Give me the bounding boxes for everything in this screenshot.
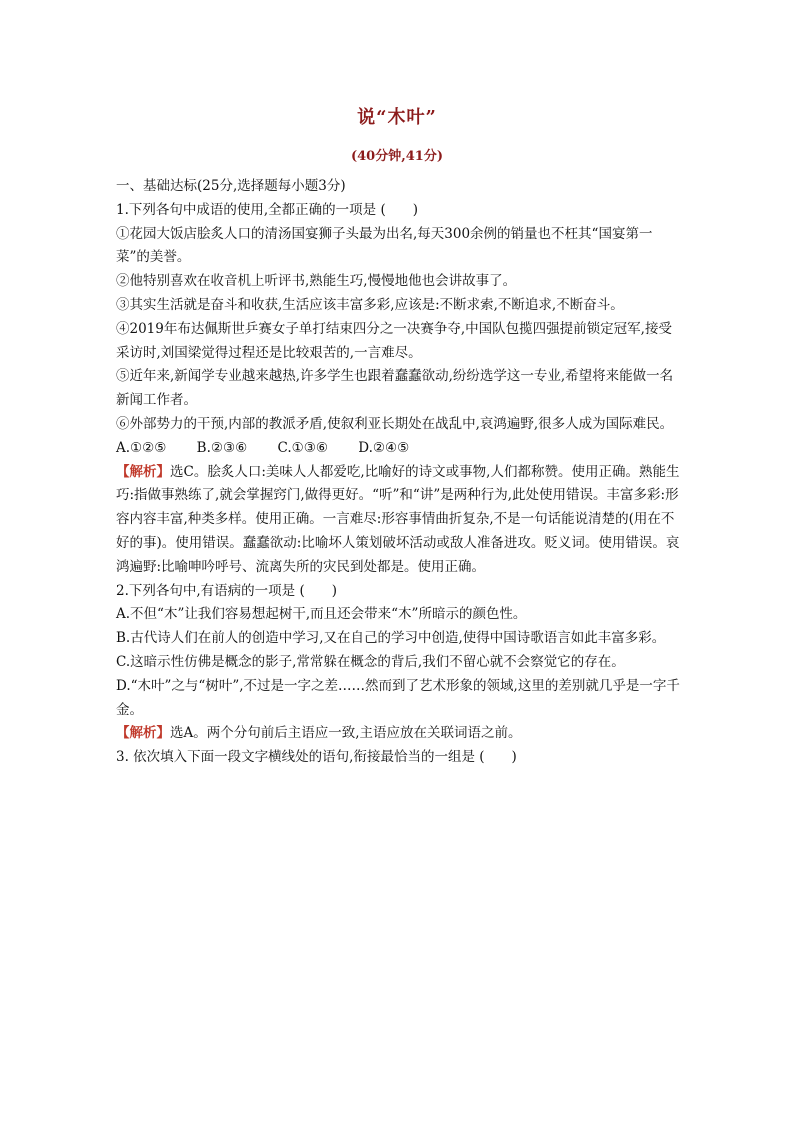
question-2-option: A.不但“木”让我们容易想起树干,而且还会带来“木”所暗示的颜色性。 [116,606,527,623]
question-2-option: D.“木叶”之与“树叶”,不过是一字之差……然而到了艺术形象的领域,这里的差别就几乎是一字千金。 [116,677,680,718]
question-1-stem: 1.下列各句中成语的使用,全都正确的一项是 ( ) [116,201,418,218]
option-a: A.①②⑤ [116,439,167,456]
question-3-stem: 3. 依次填入下面一段文字横线处的语句,衔接最恰当的一组是 ( ) [116,749,517,766]
analysis-tag: 【解析】 [116,463,170,480]
option-b: B.②③⑥ [196,439,248,456]
question-2-stem: 2.下列各句中,有语病的一项是 ( ) [116,582,337,599]
analysis-text: 选C。脍炙人口:美味人人都爱吃,比喻好的诗文或事物,人们都称赞。使用正确。熟能生巧:指做事熟练了,就会掌握窍门,做得更好。“听”和“讲”是两种行为,此处使用错误。丰富多彩:形容内容丰富,种类多样。使用正确。一言难尽:形容事情曲折复杂,不是一句话能说清楚的(用在不好的事)。使用错误。蠢蠢欲动:比喻坏人策划破坏活动或敌人准备进攻。贬义词。使用错误。哀鸿遍野:比喻呻吟呼号、流离失所的灾民到处都是。使用正确。 [116,463,680,575]
option-d: D.②④⑤ [358,439,410,456]
question-1-item: ⑥外部势力的干预,内部的教派矛盾,使叙利亚长期处在战乱中,哀鸿遍野,很多人成为国际难民。 [116,415,674,432]
question-1-item: ④2019年布达佩斯世乒赛女子单打结束四分之一决赛争夺,中国队包揽四强提前锁定冠军,接受采访时,刘国梁觉得过程还是比较艰苦的,一言难尽。 [116,320,672,361]
section-heading: 一、基础达标(25分,选择题每小题3分) [116,178,346,194]
analysis-text: 选A。两个分句前后主语应一致,主语应放在关联词语之前。 [170,725,522,742]
question-2-option: B.古代诗人们在前人的创造中学习,又在自己的学习中创造,使得中国诗歌语言如此丰富多彩。 [116,630,666,647]
question-2-option: C.这暗示性仿佛是概念的影子,常常躲在概念的背后,我们不留心就不会察觉它的存在。 [116,653,625,670]
question-1-item: ①花园大饭店脍炙人口的清汤国宴狮子头最为出名,每天300余例的销量也不枉其“国宴第一菜”的美誉。 [116,225,653,266]
question-2-analysis [116,722,682,746]
question-1-analysis [116,461,682,580]
question-1-item: ③其实生活就是奋斗和收获,生活应该丰富多彩,应该是:不断求索,不断追求,不断奋斗。 [116,296,624,313]
question-1-item: ⑤近年来,新闻学专业越来越热,许多学生也跟着蠢蠢欲动,纷纷选学这一专业,希望将来能做一名新闻工作者。 [116,368,674,409]
page-subtitle: (40分钟,41分) [350,149,443,164]
page-title: 说“木叶” [357,107,437,128]
question-1-item: ②他特别喜欢在收音机上听评书,熟能生巧,慢慢地他也会讲故事了。 [116,273,517,290]
document-body [116,175,682,770]
analysis-tag: 【解析】 [116,725,170,742]
question-1-options [116,437,682,461]
option-c: C.①③⑥ [277,439,328,456]
